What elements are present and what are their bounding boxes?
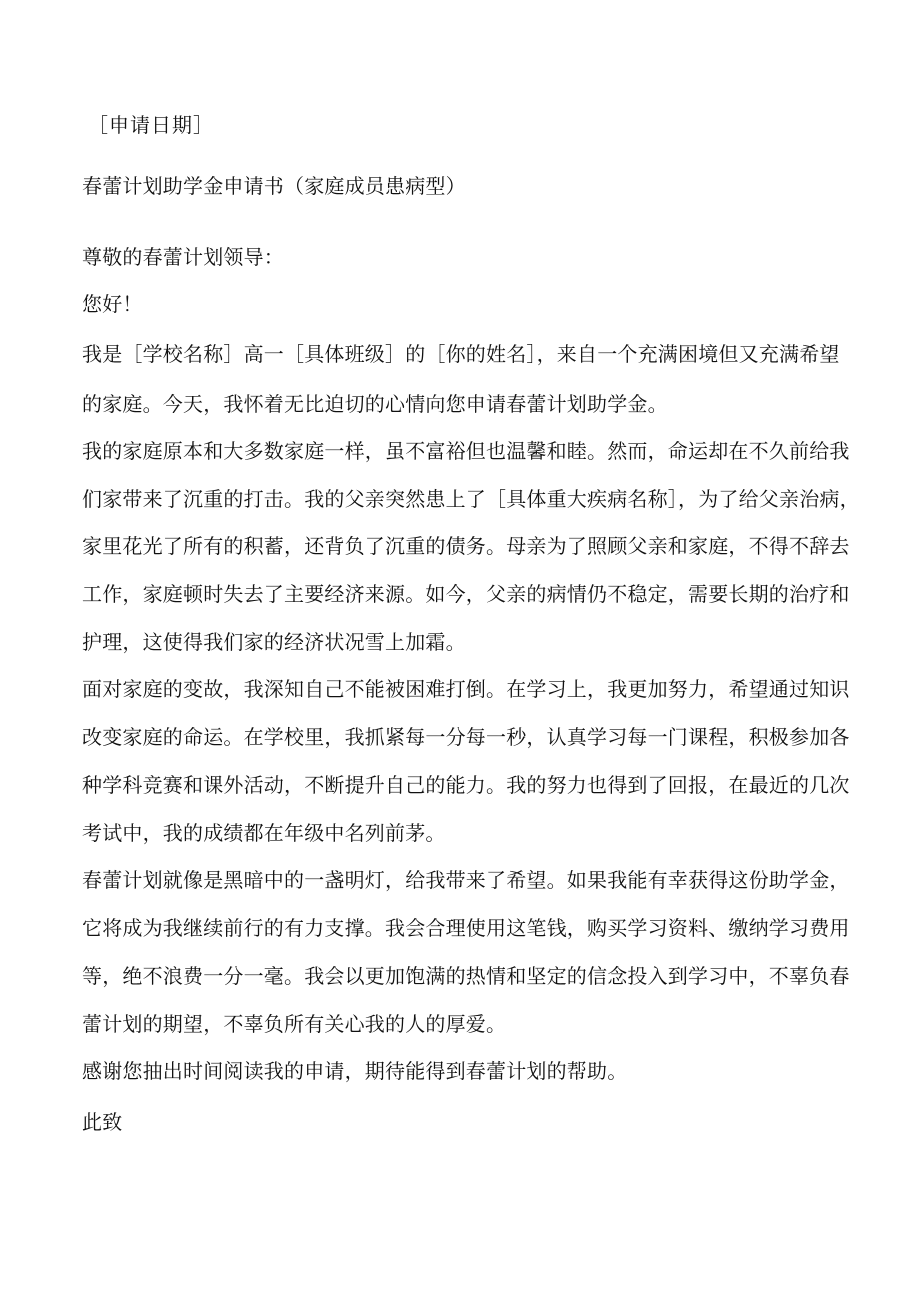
body-line: 感谢您抽出时间阅读我的申请，期待能得到春蕾计划的帮助。: [82, 1059, 628, 1083]
body-line: 等，绝不浪费一分一毫。我会以更加饱满的热情和坚定的信念投入到学习中，不辜负春: [82, 964, 850, 988]
salutation: 尊敬的春蕾计划领导：: [82, 245, 284, 269]
body-line: 工作，家庭顿时失去了主要经济来源。如今，父亲的病情仍不稳定，需要长期的治疗和: [82, 582, 850, 606]
body-line: 春蕾计划就像是黑暗中的一盏明灯，给我带来了希望。如果我能有幸获得这份助学金，: [82, 868, 850, 892]
body-line: 的家庭。今天，我怀着无比迫切的心情向您申请春蕾计划助学金。: [82, 392, 668, 416]
body-line: 面对家庭的变故，我深知自己不能被困难打倒。在学习上，我更加努力，希望通过知识: [82, 677, 850, 701]
application-date: ［申请日期］: [88, 113, 214, 137]
body-line: 我的家庭原本和大多数家庭一样，虽不富裕但也温馨和睦。然而，命运却在不久前给我: [82, 439, 850, 463]
body-line: 考试中，我的成绩都在年级中名列前茅。: [82, 821, 446, 845]
document-title: 春蕾计划助学金申请书（家庭成员患病型）: [82, 174, 466, 198]
greeting: 您好！: [82, 292, 143, 316]
body-line: 改变家庭的命运。在学校里，我抓紧每一分每一秒，认真学习每一门课程，积极参加各: [82, 725, 850, 749]
body-line: 护理，这使得我们家的经济状况雪上加霜。: [82, 630, 466, 654]
body-line: 我是［学校名称］高一［具体班级］的［你的姓名］，来自一个充满困境但又充满希望: [82, 342, 840, 366]
closing-phrase: 此致: [82, 1110, 123, 1134]
body-line: 们家带来了沉重的打击。我的父亲突然患上了［具体重大疾病名称］，为了给父亲治病，: [82, 487, 860, 511]
body-line: 蕾计划的期望，不辜负所有关心我的人的厚爱。: [82, 1012, 507, 1036]
body-line: 家里花光了所有的积蓄，还背负了沉重的债务。母亲为了照顾父亲和家庭，不得不辞去: [82, 534, 850, 558]
body-line: 它将成为我继续前行的有力支撑。我会合理使用这笔钱，购买学习资料、缴纳学习费用: [82, 916, 850, 940]
body-line: 种学科竞赛和课外活动，不断提升自己的能力。我的努力也得到了回报，在最近的几次: [82, 773, 850, 797]
